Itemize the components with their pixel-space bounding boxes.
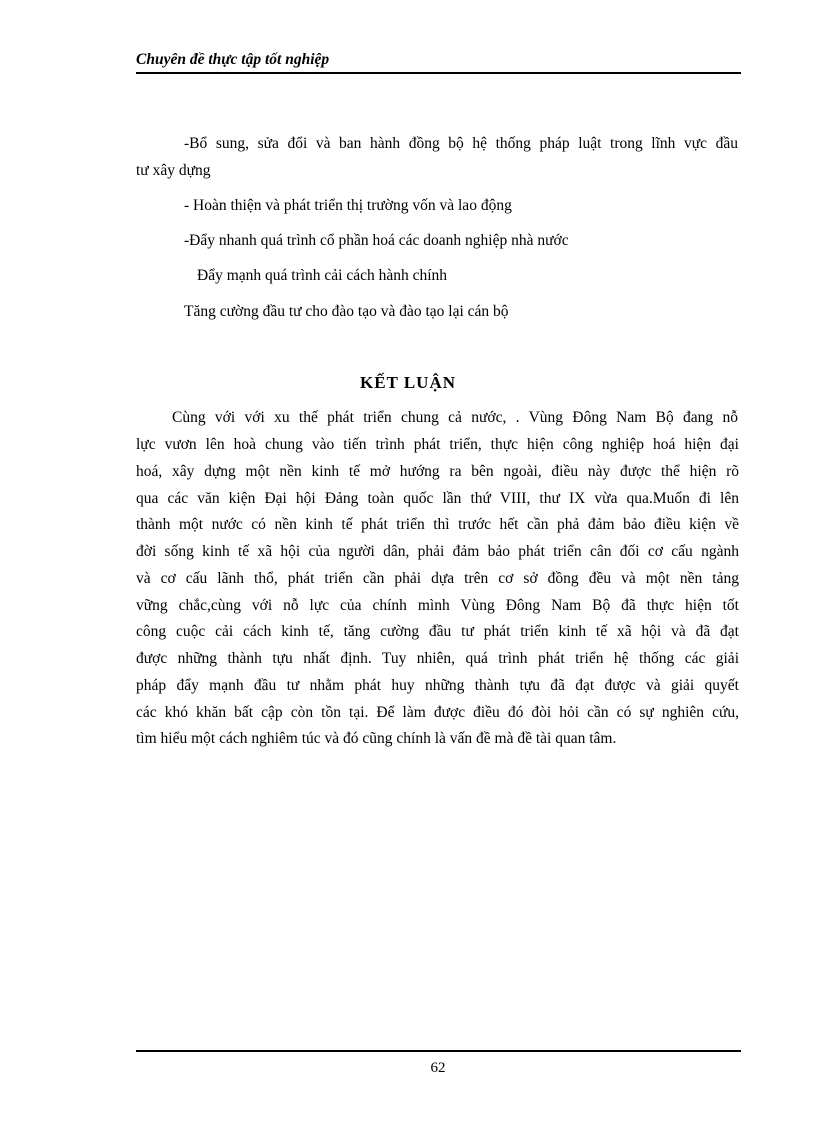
- header-title: Chuyên đề thực tập tốt nghiệp: [136, 51, 330, 68]
- bullet-line-2: - Hoàn thiện và phát triển thị trường vốn và lao động: [184, 197, 512, 214]
- bullet-line-3: -Đẩy nhanh quá trình cổ phần hoá các doanh nghiệp nhà nước: [184, 232, 569, 249]
- conclusion-line-10: được những thành tựu nhất định. Tuy nhiên, quá trình phát triển hệ thống các giải: [136, 650, 739, 667]
- conclusion-line-11: pháp đẩy mạnh đầu tư nhằm phát huy những thành tựu đã đạt được và giải quyết: [136, 677, 739, 694]
- conclusion-line-12: các khó khăn bất cập còn tồn tại. Để làm được điều đó đòi hỏi cần có sự nghiên cứu,: [136, 704, 739, 721]
- conclusion-line-5: thành một nước có nền kinh tế phát triển thì trước hết cần phả đảm bảo điều kiện về: [136, 516, 739, 533]
- bullet-line-1: -Bổ sung, sửa đổi và ban hành đồng bộ hệ thống pháp luật trong lĩnh vực đầu: [184, 135, 738, 152]
- conclusion-line-8: vững chắc,cùng với nỗ lực của chính mình Vùng Đông Nam Bộ đã thực hiện tốt: [136, 597, 739, 614]
- conclusion-line-13: tìm hiểu một cách nghiêm túc và đó cũng chính là vấn đề mà đề tài quan tâm.: [136, 730, 617, 747]
- footer-rule: [136, 1050, 741, 1052]
- conclusion-line-4: qua các văn kiện Đại hội Đảng toàn quốc lần thứ VIII, thư IX vừa qua.Muốn đi lên: [136, 490, 739, 507]
- conclusion-line-2: lực vươn lên hoà chung vào tiến trình phát triển, thực hiện công nghiệp hoá hiện đại: [136, 436, 739, 453]
- bullet-line-5: Tăng cường đầu tư cho đào tạo và đào tạo lại cán bộ: [184, 303, 509, 320]
- conclusion-line-7: và cơ cấu lãnh thổ, phát triển cần phải dựa trên cơ sở đồng đều và một nền tảng: [136, 570, 739, 587]
- conclusion-line-1: Cùng với với xu thế phát triển chung cả nước, . Vùng Đông Nam Bộ đang nỗ: [172, 409, 738, 426]
- conclusion-line-6: đời sống kinh tế xã hội của người dân, phải đảm bảo phát triển cân đối cơ cấu ngành: [136, 543, 739, 560]
- bullet-line-4: Đẩy mạnh quá trình cải cách hành chính: [197, 267, 448, 284]
- bullet-line-1-cont: tư xây dựng: [136, 162, 211, 179]
- conclusion-line-9: công cuộc cải cách kinh tế, tăng cường đầu tư phát triển kinh tế xã hội và đã đạt: [136, 623, 739, 640]
- conclusion-line-3: hoá, xây dựng một nền kinh tế mở hướng ra bên ngoài, điều này được thể hiện rõ: [136, 463, 739, 480]
- page-number: 62: [430, 1060, 446, 1076]
- section-title: KẾT LUẬN: [359, 373, 456, 392]
